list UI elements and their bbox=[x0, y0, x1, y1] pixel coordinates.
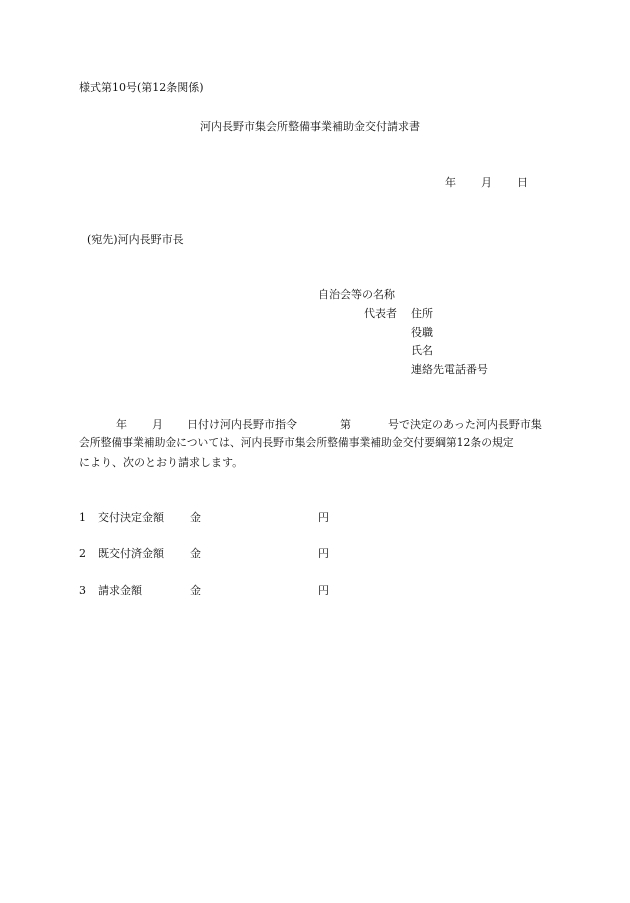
item-kin: 金 bbox=[190, 511, 201, 524]
form-number: 様式第10号(第12条関係) bbox=[79, 81, 204, 94]
item-yen: 円 bbox=[318, 584, 329, 597]
item-kin: 金 bbox=[190, 584, 201, 597]
body-line3: により、次のとおり請求します。 bbox=[79, 456, 244, 469]
body-month: 月 bbox=[152, 418, 163, 431]
item-label: 請求金額 bbox=[98, 584, 142, 597]
body-dai: 第 bbox=[340, 418, 351, 431]
representative-label: 代表者 bbox=[364, 307, 397, 320]
item-number: 3 bbox=[79, 584, 86, 597]
item-number: 2 bbox=[79, 547, 86, 560]
body-line1-rest: 号で決定のあった河内長野市集 bbox=[388, 418, 542, 431]
body-dated: 日付け河内長野市指令 bbox=[187, 418, 297, 431]
item-number: 1 bbox=[79, 511, 86, 524]
item-kin: 金 bbox=[190, 547, 201, 560]
body-line2: 会所整備事業補助金については、河内長野市集会所整備事業補助金交付要綱第12条の規定 bbox=[79, 436, 514, 449]
item-yen: 円 bbox=[318, 511, 329, 524]
document-title: 河内長野市集会所整備事業補助金交付請求書 bbox=[200, 120, 420, 133]
date-month: 月 bbox=[481, 176, 492, 189]
date-year: 年 bbox=[445, 176, 456, 189]
item-label: 既交付済金額 bbox=[98, 547, 164, 560]
name-label: 氏名 bbox=[411, 344, 433, 357]
phone-label: 連絡先電話番号 bbox=[411, 363, 488, 376]
item-yen: 円 bbox=[318, 547, 329, 560]
date-day: 日 bbox=[517, 176, 528, 189]
position-label: 役職 bbox=[411, 326, 433, 339]
address-label: 住所 bbox=[411, 307, 433, 320]
addressee: (宛先)河内長野市長 bbox=[87, 233, 184, 246]
item-label: 交付決定金額 bbox=[98, 511, 164, 524]
org-name-label: 自治会等の名称 bbox=[318, 288, 395, 301]
body-year: 年 bbox=[116, 418, 127, 431]
